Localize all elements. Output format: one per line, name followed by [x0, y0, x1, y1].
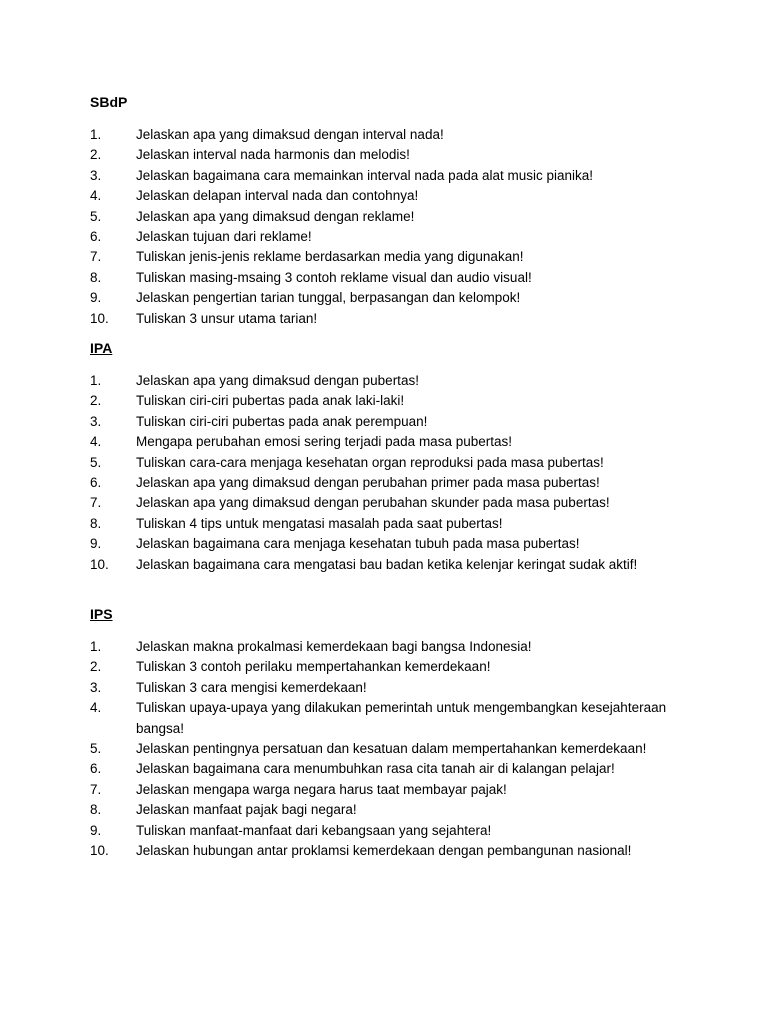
item-number: 5. — [90, 741, 102, 757]
list-item — [90, 678, 690, 698]
list-item — [90, 759, 690, 779]
item-number: 6. — [90, 761, 102, 777]
item-number: 4. — [90, 700, 102, 716]
item-text: Jelaskan bagaimana cara memainkan interval nada pada alat music pianika! — [136, 167, 594, 183]
section-ipa — [90, 339, 690, 575]
list-item — [90, 432, 690, 452]
item-text: Tuliskan 3 contoh perilaku mempertahankan kemerdekaan! — [136, 659, 491, 675]
item-number: 2. — [90, 393, 102, 409]
item-text: Jelaskan bagaimana cara mengatasi bau badan ketika kelenjar keringat sudak aktif! — [136, 556, 638, 572]
list-item — [90, 186, 690, 206]
item-number: 10. — [90, 556, 109, 572]
item-number: 6. — [90, 475, 102, 491]
item-text: Jelaskan bagaimana cara menumbuhkan rasa cita tanah air di kalangan pelajar! — [136, 761, 615, 777]
question-list — [90, 125, 690, 329]
item-number: 7. — [90, 781, 102, 797]
list-item — [90, 514, 690, 534]
list-item — [90, 473, 690, 493]
item-text: Jelaskan mengapa warga negara harus taat membayar pajak! — [136, 781, 507, 797]
item-number: 8. — [90, 269, 102, 285]
item-text: Mengapa perubahan emosi sering terjadi pada masa pubertas! — [136, 434, 512, 450]
section-heading: IPA — [90, 340, 113, 356]
list-item — [90, 371, 690, 391]
list-item — [90, 412, 690, 432]
item-number: 8. — [90, 515, 102, 531]
item-number: 5. — [90, 454, 102, 470]
list-item — [90, 493, 690, 513]
list-item — [90, 841, 690, 861]
list-item — [90, 227, 690, 247]
item-text: Tuliskan cara-cara menjaga kesehatan organ reproduksi pada masa pubertas! — [136, 454, 604, 470]
item-number: 3. — [90, 679, 102, 695]
item-number: 7. — [90, 249, 102, 265]
item-number: 10. — [90, 310, 109, 326]
item-number: 6. — [90, 229, 102, 245]
list-item — [90, 391, 690, 411]
list-item — [90, 166, 690, 186]
list-item — [90, 800, 690, 820]
item-text: Tuliskan upaya-upaya yang dilakukan pemerintah untuk mengembangkan kesejahteraan bangsa! — [136, 700, 667, 736]
item-number: 1. — [90, 639, 102, 654]
item-text: Tuliskan 3 cara mengisi kemerdekaan! — [136, 679, 367, 695]
item-text: Jelaskan interval nada harmonis dan melodis! — [136, 147, 410, 163]
list-item — [90, 780, 690, 800]
list-item — [90, 555, 690, 575]
item-number: 9. — [90, 290, 102, 306]
list-item — [90, 247, 690, 267]
list-item — [90, 657, 690, 677]
item-text: Tuliskan manfaat-manfaat dari kebangsaan yang sejahtera! — [136, 822, 492, 838]
item-number: 3. — [90, 413, 102, 429]
item-text: Tuliskan ciri-ciri pubertas pada anak laki-laki! — [136, 393, 405, 409]
list-item — [90, 125, 690, 145]
item-text: Jelaskan bagaimana cara menjaga kesehatan tubuh pada masa pubertas! — [136, 536, 580, 552]
list-item — [90, 821, 690, 841]
list-item — [90, 268, 690, 288]
item-text: Tuliskan jenis-jenis reklame berdasarkan media yang digunakan! — [136, 249, 524, 265]
section-heading: SBdP — [90, 94, 128, 110]
list-item — [90, 145, 690, 165]
item-text: Jelaskan delapan interval nada dan contohnya! — [136, 188, 419, 204]
item-text: Jelaskan apa yang dimaksud dengan reklame! — [136, 208, 415, 224]
item-number: 8. — [90, 802, 102, 818]
item-text: Jelaskan manfaat pajak bagi negara! — [136, 802, 357, 818]
item-number: 9. — [90, 536, 102, 552]
list-item — [90, 207, 690, 227]
item-text: Jelaskan apa yang dimaksud dengan perubahan skunder pada masa pubertas! — [136, 495, 610, 511]
item-text: Jelaskan hubungan antar proklamsi kemerdekaan dengan pembangunan nasional! — [136, 843, 632, 859]
item-number: 4. — [90, 434, 102, 450]
list-item — [90, 739, 690, 759]
item-number: 1. — [90, 373, 102, 388]
item-number: 4. — [90, 188, 102, 204]
item-text: Jelaskan makna prokalmasi kemerdekaan bagi bangsa Indonesia! — [136, 639, 532, 654]
list-item — [90, 698, 690, 739]
section-ips — [90, 605, 690, 861]
list-item — [90, 534, 690, 554]
list-item — [90, 288, 690, 308]
list-item — [90, 309, 690, 329]
item-text: Jelaskan pentingnya persatuan dan kesatuan dalam mempertahankan kemerdekaan! — [136, 741, 647, 757]
item-text: Tuliskan ciri-ciri pubertas pada anak perempuan! — [136, 413, 428, 429]
item-number: 2. — [90, 147, 102, 163]
item-text: Jelaskan apa yang dimaksud dengan pubertas! — [136, 373, 419, 388]
item-text: Jelaskan pengertian tarian tunggal, berpasangan dan kelompok! — [136, 290, 521, 306]
question-list — [90, 371, 690, 575]
item-number: 1. — [90, 127, 102, 142]
item-number: 7. — [90, 495, 102, 511]
item-number: 10. — [90, 843, 109, 859]
item-text: Tuliskan masing-msaing 3 contoh reklame visual dan audio visual! — [136, 269, 532, 285]
section-sbdp — [90, 93, 690, 329]
item-text: Tuliskan 3 unsur utama tarian! — [136, 310, 318, 326]
item-number: 3. — [90, 167, 102, 183]
item-text: Jelaskan tujuan dari reklame! — [136, 229, 312, 245]
item-number: 2. — [90, 659, 102, 675]
question-list — [90, 637, 690, 861]
item-text: Jelaskan apa yang dimaksud dengan perubahan primer pada masa pubertas! — [136, 475, 600, 491]
item-number: 5. — [90, 208, 102, 224]
item-text: Tuliskan 4 tips untuk mengatasi masalah pada saat pubertas! — [136, 515, 503, 531]
list-item — [90, 637, 690, 657]
item-text: Jelaskan apa yang dimaksud dengan interval nada! — [136, 127, 444, 142]
list-item — [90, 453, 690, 473]
section-heading: IPS — [90, 606, 113, 622]
item-number: 9. — [90, 822, 102, 838]
